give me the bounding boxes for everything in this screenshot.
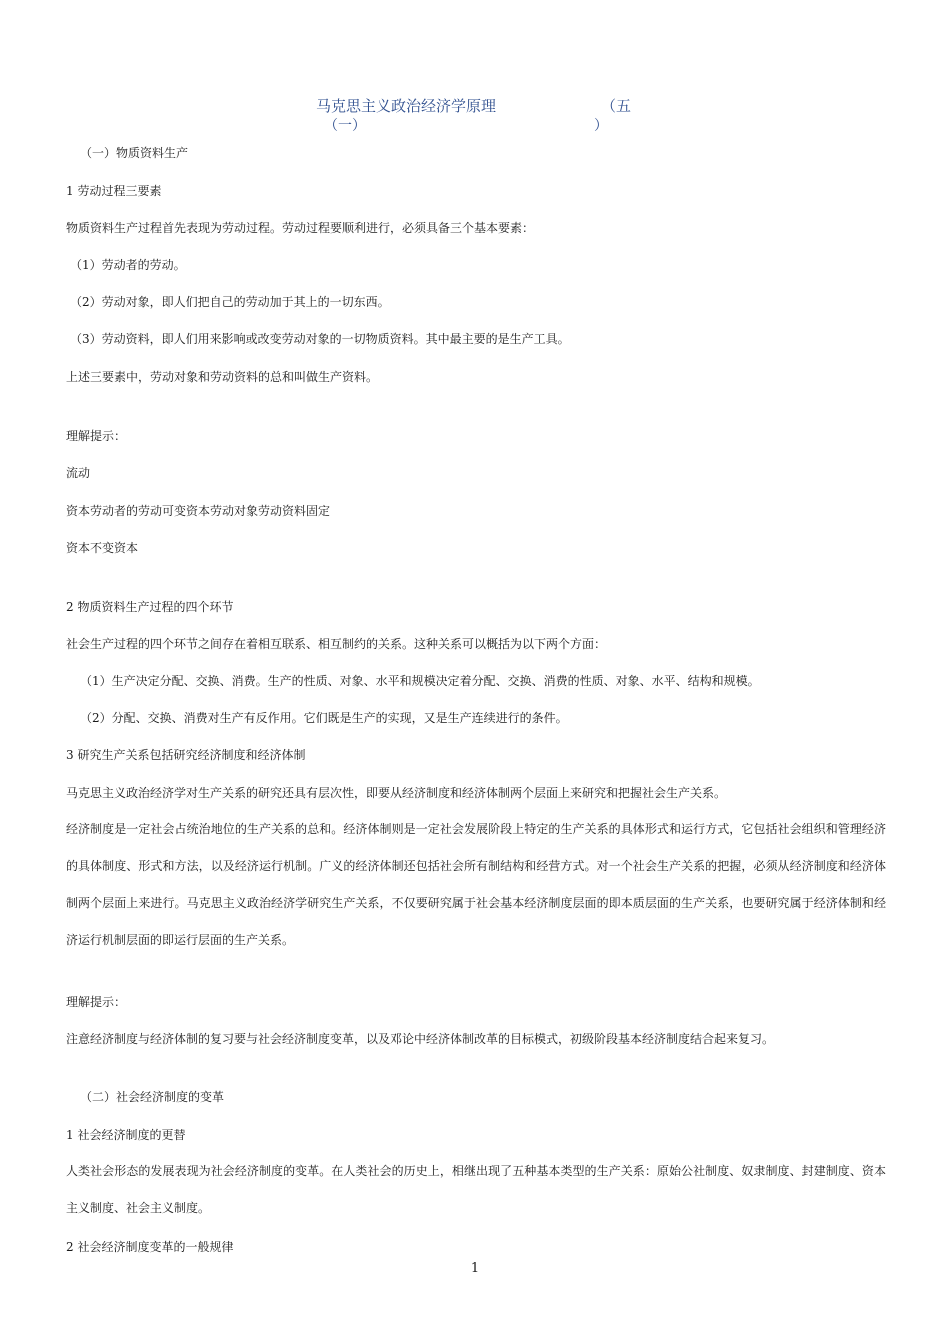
subheading-system-change: 1 社会经济制度的更替 <box>66 1128 186 1142</box>
paragraph-line: 资本不变资本 <box>66 541 139 555</box>
paragraph-line: 社会生产过程的四个环节之间存在着相互联系、相互制约的关系。这种关系可以概括为以下两个方面： <box>66 637 607 651</box>
subheading-general-law: 2 社会经济制度变革的一般规律 <box>66 1240 234 1254</box>
page-number: 1 <box>470 1261 480 1276</box>
paragraph-history: 人类社会形态的发展表现为社会经济制度的变革。在人类社会的历史上，相继出现了五种基本类型的生产关系：原始公社制度、奴隶制度、封建制度、资本主义制度、社会主义制度。 <box>66 1164 886 1215</box>
paragraph-line: 流动 <box>66 466 91 480</box>
paragraph-line: 物质资料生产过程首先表现为劳动过程。劳动过程要顺利进行，必须具备三个基本要素： <box>66 221 535 235</box>
list-item: （3）劳动资料，即人们用来影响或改变劳动对象的一切物质资料。其中最主要的是生产工具。 <box>70 332 570 346</box>
section-heading-2: （二）社会经济制度的变革 <box>80 1090 225 1104</box>
paragraph-line: 上述三要素中，劳动对象和劳动资料的总和叫做生产资料。 <box>66 370 379 384</box>
paragraph-line: 注意经济制度与经济体制的复习要与社会经济制度变革，以及邓论中经济体制改革的目标模式，初级阶段基本经济制度结合起来复习。 <box>66 1032 775 1046</box>
paragraph-economic-system: 经济制度是一定社会占统治地位的生产关系的总和。经济体制则是一定社会发展阶段上特定的生产关系的具体形式和运行方式，它包括社会组织和管理经济的具体制度、形式和方法，以及经济运行机制。广义的经济体制还包括社会所有制结构和经营方式。对一个社会生产关系的把握，必须从经济制度和经济体制两个层面上来进行。马克思主义政治经济学研究生产关系，不仅要研究属于社会基本经济制度层面的即本质层面的生产关系，也要研究属于经济体制和经济运行机制层面的即运行层面的生产关系。 <box>66 822 886 947</box>
subtitle-row <box>0 115 950 135</box>
document-subtitle: （一） <box>324 118 366 134</box>
paragraph-line: 马克思主义政治经济学对生产关系的研究还具有层次性，即要从经济制度和经济体制两个层面上来研究和把握社会生产关系。 <box>66 786 727 800</box>
list-item: （1）劳动者的劳动。 <box>70 258 186 272</box>
list-item: （2）分配、交换、消费对生产有反作用。它们既是生产的实现，又是生产连续进行的条件。 <box>80 711 568 725</box>
title-chapter-mark: （五 <box>601 97 632 115</box>
document-title: 马克思主义政治经济学原理 <box>316 97 497 115</box>
paragraph-line: 资本劳动者的劳动可变资本劳动对象劳动资料固定 <box>66 504 331 518</box>
subheading-four-stages: 2 物质资料生产过程的四个环节 <box>66 600 234 614</box>
subheading-labor-elements: 1 劳动过程三要素 <box>66 184 162 198</box>
hint-label: 理解提示： <box>66 429 127 443</box>
hint-label: 理解提示： <box>66 995 127 1009</box>
title-close-paren: ） <box>594 118 608 134</box>
list-item: （2）劳动对象，即人们把自己的劳动加于其上的一切东西。 <box>70 295 390 309</box>
section-heading-1: （一）物质资料生产 <box>80 146 189 160</box>
title-row <box>0 95 950 117</box>
subheading-relations-research: 3 研究生产关系包括研究经济制度和经济体制 <box>66 748 306 762</box>
list-item: （1）生产决定分配、交换、消费。生产的性质、对象、水平和规模决定着分配、交换、消费的性质、对象、水平、结构和规模。 <box>80 674 760 688</box>
